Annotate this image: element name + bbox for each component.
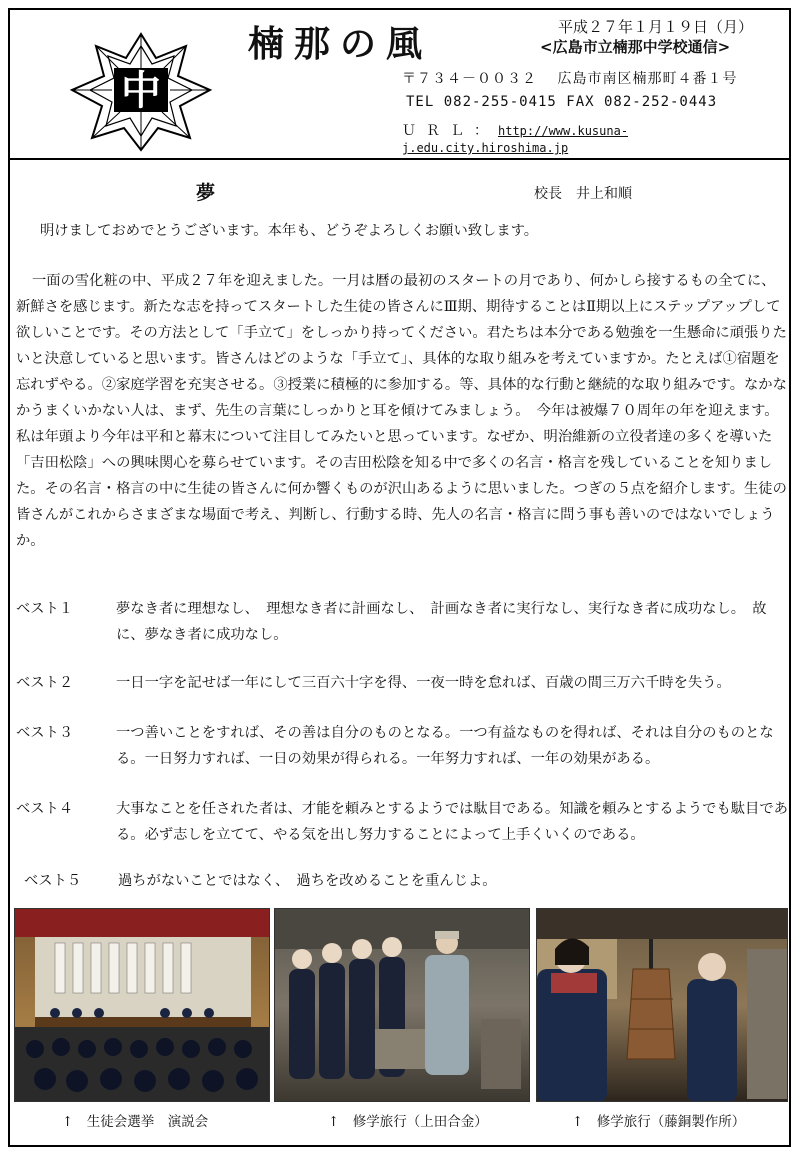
best-text: 一つ善いことをすれば、その善は自分のものとなる。一つ有益なものを得れば、それは自分のものとなる。一日努力すれば、一日の効果が得られる。一年努力すれば、一年の効果がある。 (116, 725, 774, 767)
photo-school-trip-ueda-gokin (274, 908, 530, 1102)
best-text: 夢なき者に理想なし、 理想なき者に計画なし、 計画なき者に実行なし、実行なき者に成功なし。 故に、夢なき者に成功なし。 (116, 601, 767, 643)
school-emblem-icon (68, 32, 214, 152)
best-label: ベスト３ (16, 725, 74, 741)
photo-caption-2: ↑ 修学旅行（上田合金） (328, 1114, 488, 1130)
best-text: 大事なことを任された者は、才能を頼みとするようでは駄目である。知識を頼みとするようでも駄目である。必ず志しを立てて、やる気を出し努力することによって上手くいくのである。 (116, 801, 788, 843)
best-label: ベスト５ (24, 873, 82, 889)
issue-date: 平成２７年１月１９日（月） (558, 18, 754, 36)
newsletter-title: 楠那の風 (248, 24, 433, 65)
greeting-paragraph: 明けましておめでとうございます。本年も、どうぞよろしくお願い致します。 (40, 223, 539, 239)
url-label: ＵＲＬ： (402, 123, 498, 139)
best-quote-1 (16, 596, 788, 648)
best-quote-5 (24, 868, 796, 894)
best-quote-4 (16, 796, 788, 848)
photo-caption-3: ↑ 修学旅行（藤銅製作所） (572, 1114, 746, 1130)
masthead (10, 10, 789, 160)
bell-photo-illustration (537, 909, 788, 1102)
photo-student-council-speech (14, 908, 270, 1102)
best-quote-3 (16, 720, 788, 772)
auditorium-photo-illustration (15, 909, 270, 1102)
best-text: 一日一字を記せば一年にして三百六十字を得、一夜一時を怠れば、百歳の間三万六千時を失う。 (116, 675, 731, 691)
school-phone-fax: TEL 082-255-0415 FAX 082-252-0443 (406, 94, 718, 110)
best-label: ベスト４ (16, 801, 74, 817)
best-text: 過ちがないことではなく、 過ちを改めることを重んじよ。 (118, 873, 497, 889)
photo-caption-1: ↑ 生徒会選挙 演説会 (62, 1114, 209, 1130)
school-name: <広島市立楠那中学校通信> (540, 38, 731, 56)
best-label: ベスト１ (16, 601, 74, 617)
workshop-photo-illustration (275, 909, 530, 1102)
article-author: 校長 井上和順 (534, 186, 632, 202)
article-title: 夢 (196, 182, 216, 204)
photo-school-trip-fujido (536, 908, 788, 1102)
body-paragraph: 一面の雪化粧の中、平成２７年を迎えました。一月は暦の最初のスタートの月であり、何かしら接するもの全てに、新鮮さを感じます。新たな志を持ってスタートした生徒の皆さんにⅢ期、期待することはⅡ期以上にステップアップして欲しいことです。その方法として「手立て」をしっかり持ってください。君たちは本分である勉強を一生懸命に頑張りたいと決意していると思います。皆さんはどのような「手立て」、具体的な取り組みを考えていますか。たとえば①宿題を忘れずやる。②家庭学習を充実させる。③授業に積極的に参加する。等、具体的な行動と継続的な取り組みです。なかなかうまくいかない人は、まず、先生の言葉にしっかりと耳を傾けてみましょう。 今年は被爆７０周年の年を迎えます。私は年頭より今年は平和と幕末について注目してみたいと思っています。なぜか、明治維新の立役者達の多くを導いた「吉田松陰」への興味関心を募らせています。その吉田松陰を知る中で多くの名言・格言を残していることを知りました。その名言・格言の中に生徒の皆さんに何か響くものが沢山あるように思いました。つぎの５点を紹介します。生徒の皆さんがこれからさまざまな場面で考え、判断し、行動する時、先人の名言・格言に問う事も善いのではないでしょうか。 (16, 273, 787, 549)
school-url-link[interactable]: http://www.kusuna-j.edu.city.hiroshima.jp (402, 124, 629, 155)
emblem-char: 中 (121, 68, 161, 114)
best-quote-2 (16, 670, 788, 696)
newsletter-page (8, 8, 791, 1147)
url-line (402, 120, 789, 156)
school-address: 〒７３４－００３２ 広島市南区楠那町４番１号 (402, 71, 738, 87)
best-label: ベスト２ (16, 675, 74, 691)
